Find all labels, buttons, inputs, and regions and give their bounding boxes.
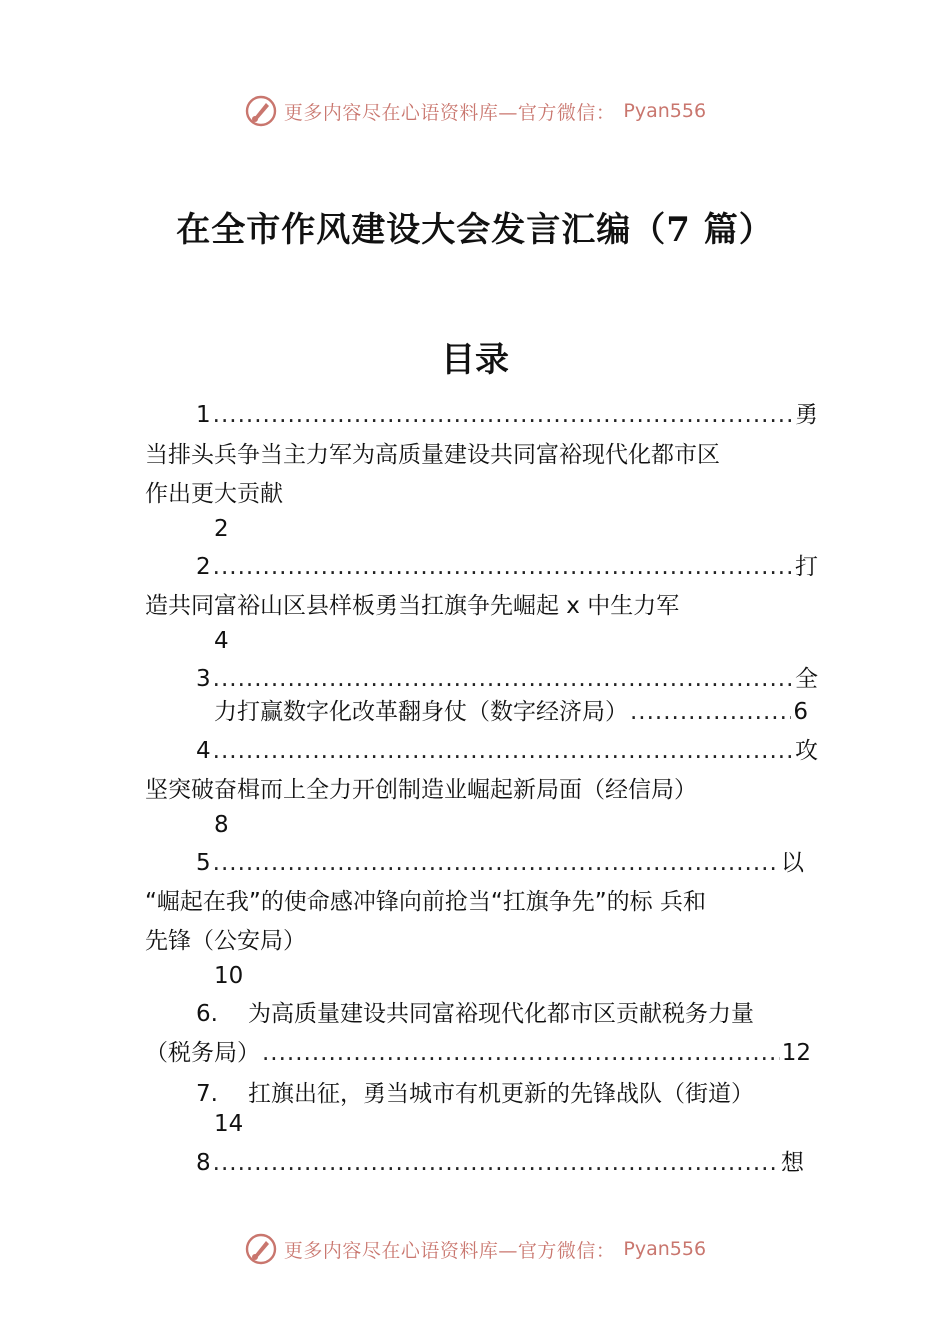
toc-entry-3-page: 6 — [793, 699, 808, 725]
watermark-banner-bottom — [0, 1232, 950, 1266]
toc-entry-5-title-cont[interactable]: 先锋（公安局） — [145, 928, 306, 954]
toc-entry-2-leader[interactable] — [196, 552, 818, 582]
watermark-banner-top — [0, 94, 950, 128]
toc-entry-number: 1 — [196, 402, 211, 428]
toc-entry-6-title-cont: （税务局） — [145, 1040, 260, 1066]
toc-entry-number: 8 — [196, 1150, 211, 1176]
toc-entry-title-start: 勇 — [795, 402, 818, 428]
dot-leader — [262, 1038, 780, 1068]
toc-entry-1-page[interactable]: 2 — [214, 516, 229, 542]
toc-entry-3-title: 力打赢数字化改革翻身仗（数字经济局） — [214, 699, 628, 725]
dot-leader — [213, 664, 793, 694]
watermark-text: 更多内容尽在心语资料库—官方微信： — [283, 101, 616, 124]
toc-entry-title-start: 打 — [795, 554, 818, 580]
toc-entry-3-leader[interactable] — [196, 664, 818, 694]
toc-entry-6-title-line[interactable] — [145, 1038, 811, 1068]
toc-entry-6-number[interactable]: 6. — [196, 1001, 218, 1027]
toc-entry-1-leader[interactable] — [196, 400, 818, 430]
toc-entry-4-leader[interactable] — [196, 736, 818, 766]
toc-entry-number: 2 — [196, 554, 211, 580]
dot-leader — [630, 697, 791, 727]
toc-entry-title-start: 攻 — [795, 738, 818, 764]
toc-entry-number: 3 — [196, 666, 211, 692]
watermark-text: 更多内容尽在心语资料库—官方微信： — [283, 1239, 616, 1262]
dot-leader — [213, 736, 793, 766]
toc-entry-4-title[interactable]: 坚突破奋楫而上全力开创制造业崛起新局面（经信局） — [145, 777, 697, 803]
dot-leader — [213, 552, 793, 582]
brush-logo-icon — [244, 1232, 278, 1266]
toc-entry-title-start: 全 — [795, 666, 818, 692]
toc-entry-1-title-cont[interactable]: 作出更大贡献 — [145, 481, 283, 507]
toc-entry-7-page[interactable]: 14 — [214, 1111, 244, 1137]
toc-entry-7-title[interactable]: 扛旗出征，勇当城市有机更新的先锋战队（街道） — [248, 1081, 754, 1107]
toc-entry-5-title[interactable]: “崛起在我”的使命感冲锋向前抢当“扛旗争先”的标 兵和 — [145, 889, 706, 915]
toc-entry-title-start: 想 — [781, 1150, 804, 1176]
toc-entry-title-start: 以 — [781, 850, 804, 876]
watermark-wechat-id: Pyan556 — [623, 100, 707, 122]
watermark-wechat-id: Pyan556 — [623, 1238, 707, 1260]
toc-entry-8-leader[interactable] — [196, 1148, 804, 1178]
toc-heading: 目录 — [441, 340, 509, 380]
toc-entry-7-number[interactable]: 7. — [196, 1081, 218, 1107]
dot-leader — [213, 1148, 779, 1178]
dot-leader — [213, 848, 779, 878]
toc-entry-5-page[interactable]: 10 — [214, 963, 244, 989]
toc-entry-5-leader[interactable] — [196, 848, 804, 878]
toc-entry-6-page: 12 — [781, 1040, 811, 1066]
toc-entry-4-page[interactable]: 8 — [214, 812, 229, 838]
toc-entry-number: 5 — [196, 850, 211, 876]
brush-logo-icon — [244, 94, 278, 128]
toc-entry-1-title[interactable]: 当排头兵争当主力军为高质量建设共同富裕现代化都市区 — [145, 442, 720, 468]
toc-entry-2-title[interactable]: 造共同富裕山区县样板勇当扛旗争先崛起 x 中生力军 — [145, 593, 680, 619]
toc-entry-number: 4 — [196, 738, 211, 764]
dot-leader — [213, 400, 793, 430]
toc-entry-6-title[interactable]: 为高质量建设共同富裕现代化都市区贡献税务力量 — [248, 1001, 754, 1027]
toc-entry-2-page[interactable]: 4 — [214, 628, 229, 654]
toc-entry-3-title-line[interactable] — [214, 697, 808, 727]
document-title: 在全市作风建设大会发言汇编（7 篇） — [176, 210, 774, 250]
